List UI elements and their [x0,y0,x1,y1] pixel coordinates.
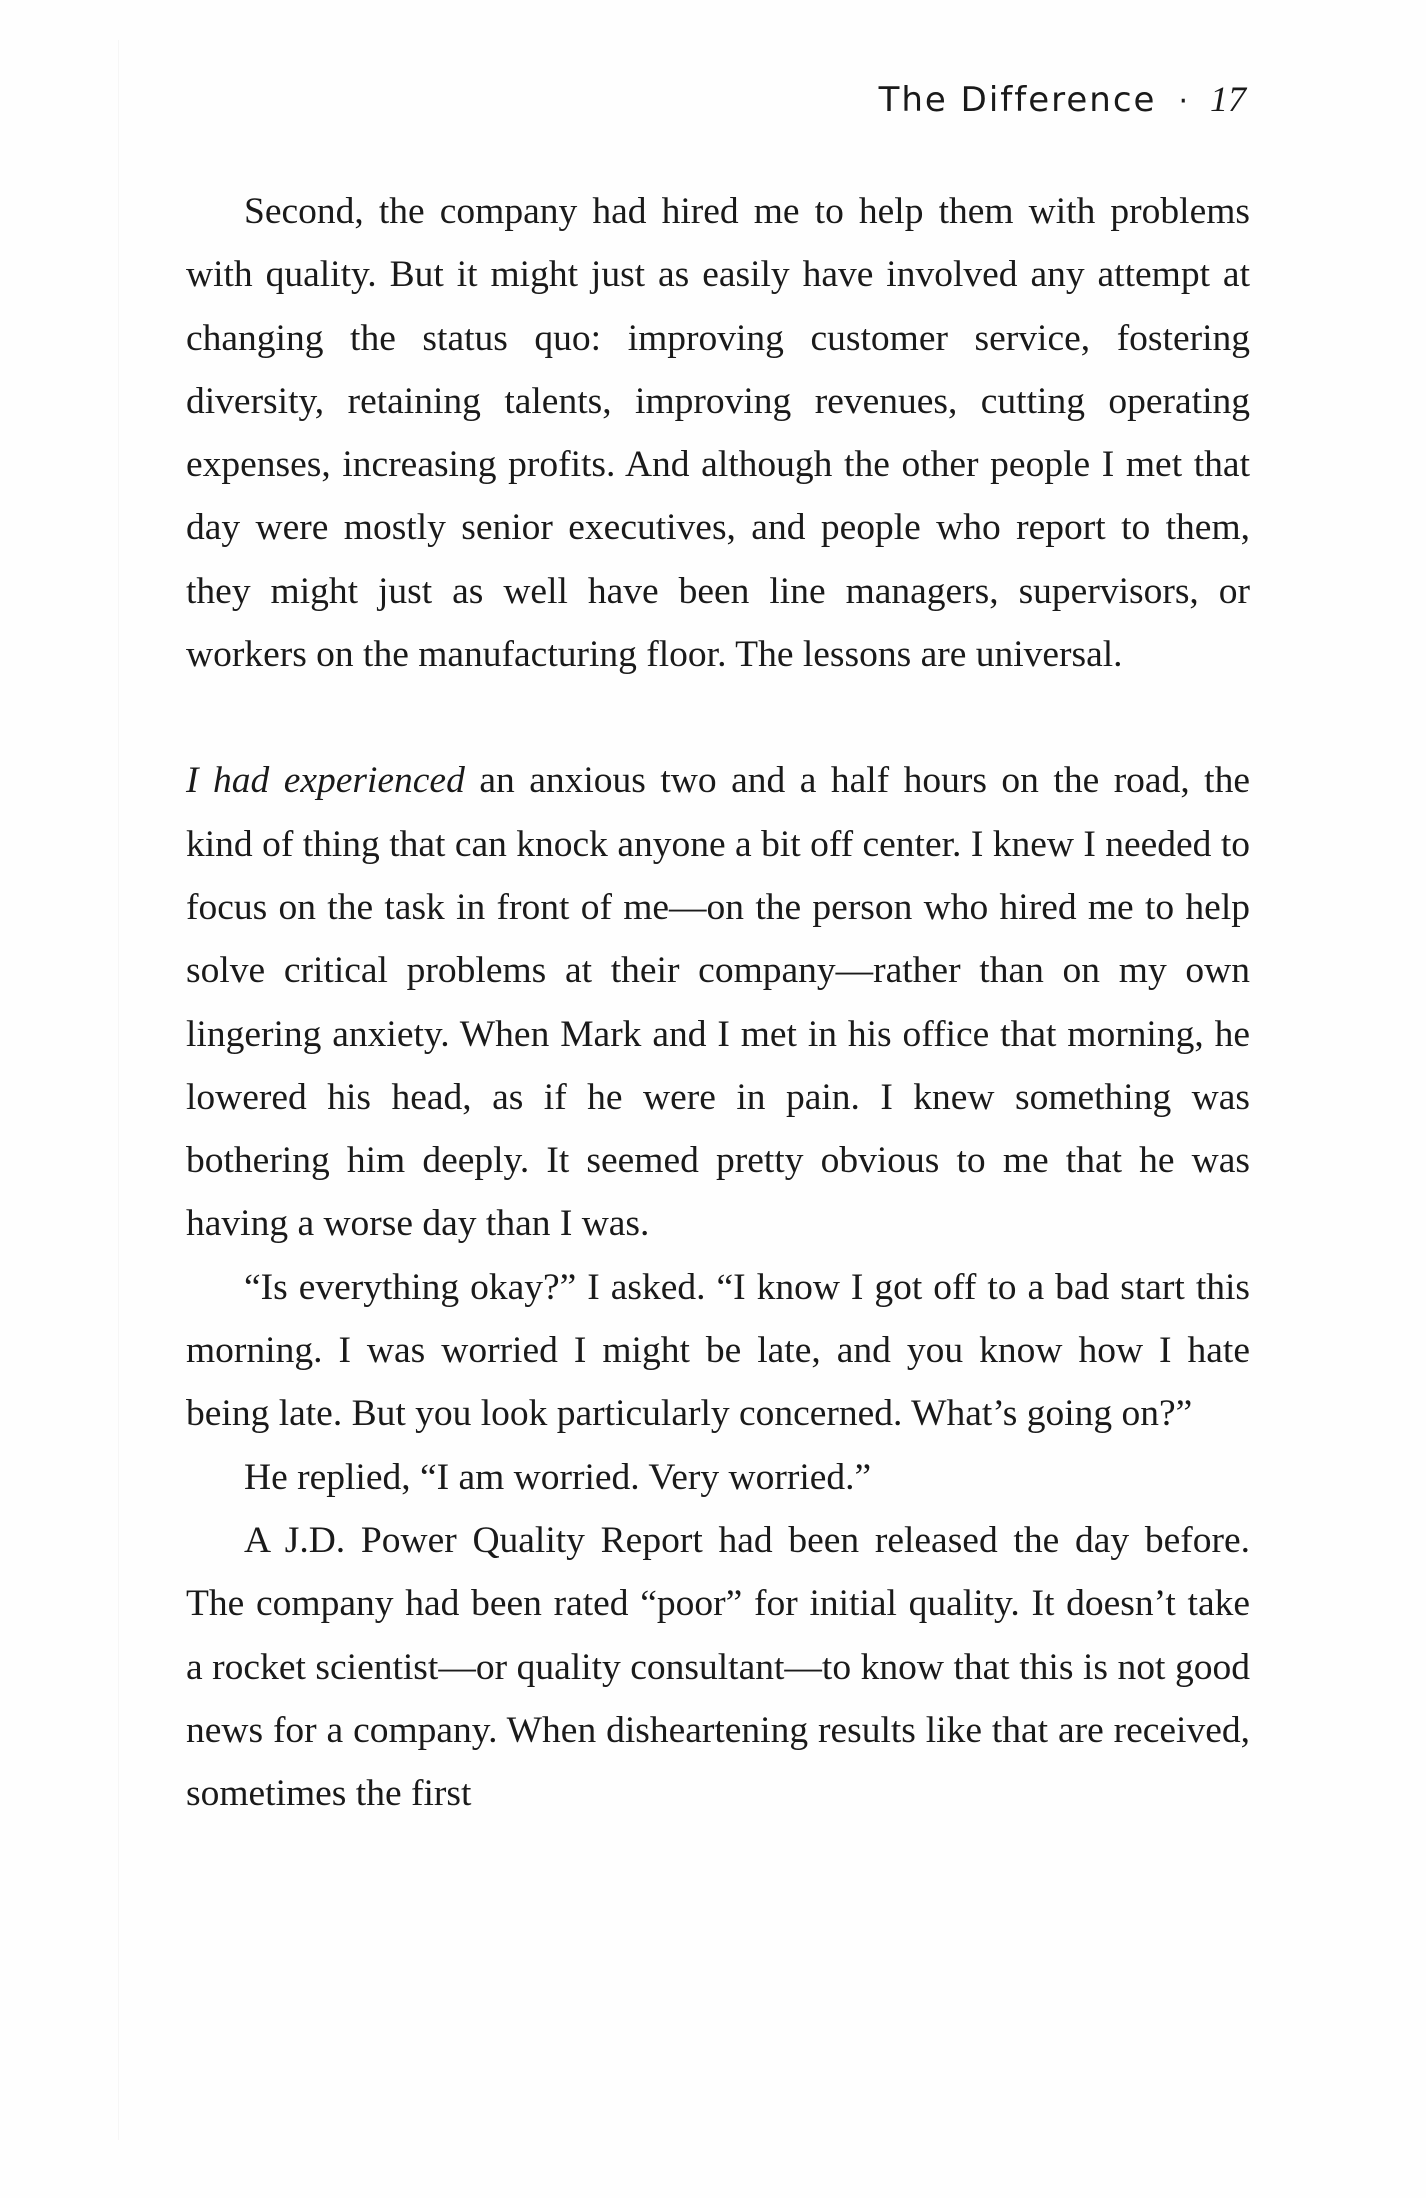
running-header [186,78,1246,120]
paragraph: “Is everything okay?” I asked. “I know I got off to a bad start this morning. I was worried I might be late, and you know how I hate being late. But you look particularly concerned. What’s going on?” [186,1266,1250,1435]
paragraph: A J.D. Power Quality Report had been released the day before. The company had been rated “poor” for initial quality. It doesn’t take a rocket scientist—or quality consultant—to know that this is not good news for a company. When disheartening results like that are received, sometimes the first [186,1519,1250,1815]
page-number: 17 [1210,79,1246,119]
scan-shadow [118,40,119,2140]
paragraph: He replied, “I am worried. Very worried.” [244,1456,872,1498]
italic-lead: I had experienced [186,760,465,802]
paragraph: Second, the company had hired me to help them with problems with quality. But it might just as easily have involved any attempt at changing the status quo: improving customer service, fostering diversity, retaining talents, improving revenues, cutting operating expenses, increasing profits. And although the other people I met that day were mostly senior executives, and people who report to them, they might just as well have been line managers, supervisors, or workers on the manufacturing floor. The lessons are universal. [186,191,1250,676]
chapter-title: The Difference [878,80,1157,120]
body-text [186,180,1250,1825]
paragraph-section-start: I had experienced an anxious two and a half hours on the road, the kind of thing that can knock anyone a bit off center. I knew I needed to focus on the task in front of me—on the person who hired me to help solve critical problems at their company—rather than on my own lingering anxiety. When Mark and I met in his office that morning, he lowered his head, as if he were in pain. I knew something was bothering him deeply. It seemed pretty obvious to me that he was having a worse day than I was. [186,760,1250,1245]
header-separator: · [1178,84,1188,119]
